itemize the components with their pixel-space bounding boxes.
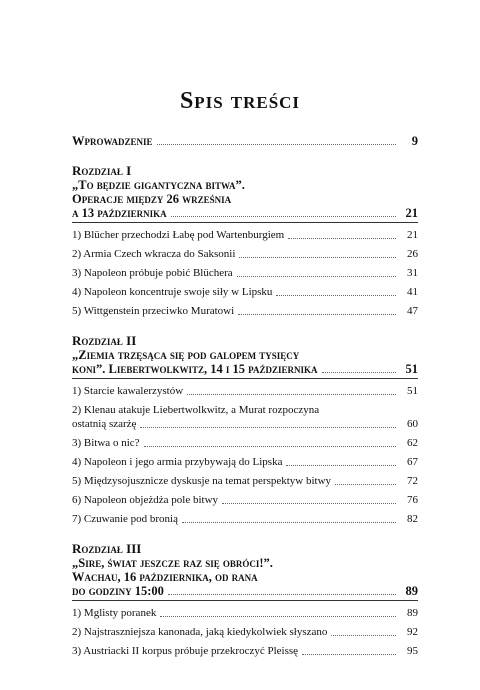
chapter-1 [72, 164, 418, 318]
page-number: 26 [407, 248, 418, 260]
dot-leader [187, 394, 396, 395]
toc-entry[interactable] [72, 285, 418, 299]
chapter-heading: Rozdział II [72, 333, 137, 348]
divider [72, 600, 418, 601]
page-number: 92 [407, 626, 418, 638]
chapter-title-entry[interactable] [72, 206, 418, 220]
dot-leader [286, 465, 396, 466]
chapter-heading: Rozdział III [72, 541, 142, 556]
toc-entry [72, 417, 418, 431]
page-title: Spis treści [179, 88, 301, 114]
toc-entry[interactable] [72, 436, 418, 450]
page-number: 9 [411, 134, 418, 148]
page-number: 76 [407, 494, 418, 506]
table-of-contents [72, 132, 418, 663]
dot-leader [157, 144, 396, 145]
entry-title: 3) Napoleon próbuje pobić Blüchera [72, 267, 233, 279]
toc-entry[interactable] [72, 493, 418, 507]
page-number: 41 [407, 286, 418, 298]
toc-entry-multiline[interactable] [72, 403, 418, 431]
entry-title: ostatnią szarżę [72, 418, 137, 430]
dot-leader [144, 446, 396, 447]
page-number: 21 [405, 206, 418, 220]
chapter-heading: Rozdział I [72, 163, 132, 178]
chapter-title-line: „Sire, świat jeszcze raz się obróci!”. [72, 556, 273, 570]
toc-entry[interactable] [72, 266, 418, 280]
entry-title: 2) Najstraszniejsza kanonada, jaką kiedykolwiek słyszano [72, 626, 328, 638]
entry-title: 3) Austriacki II korpus próbuje przekroczyć Pleissę [72, 645, 299, 657]
toc-entry[interactable] [72, 247, 418, 261]
entry-title: 5) Wittgenstein przeciwko Muratowi [72, 305, 235, 317]
dot-leader [140, 427, 396, 428]
dot-leader [237, 276, 396, 277]
page-number: 51 [405, 362, 418, 376]
page-number: 47 [407, 305, 418, 317]
toc-entry[interactable] [72, 455, 418, 469]
chapter-title-entry[interactable] [72, 362, 418, 376]
dot-leader [322, 372, 396, 373]
dot-leader [288, 238, 396, 239]
toc-entry[interactable] [72, 606, 418, 620]
page-number: 31 [407, 267, 418, 279]
dot-leader [238, 314, 396, 315]
page-number: 89 [405, 584, 418, 598]
entry-title: 5) Międzysojusznicze dyskusje na temat perspektyw bitwy [72, 475, 332, 487]
divider [72, 378, 418, 379]
dot-leader [171, 216, 396, 217]
toc-entry[interactable] [72, 512, 418, 526]
entry-title: 2) Armia Czech wkracza do Saksonii [72, 248, 236, 260]
toc-entry[interactable] [72, 228, 418, 242]
toc-entry-introduction[interactable] [72, 134, 418, 148]
chapter-title-line: a 13 października [72, 206, 167, 220]
page-number: 21 [407, 229, 418, 241]
entry-title: 1) Starcie kawalerzystów [72, 385, 184, 397]
dot-leader [276, 295, 396, 296]
page-number: 51 [407, 385, 418, 397]
chapter-title-line: do godziny 15:00 [72, 584, 164, 598]
entry-title: 6) Napoleon objeżdża pole bitwy [72, 494, 219, 506]
toc-entry[interactable] [72, 304, 418, 318]
dot-leader [335, 484, 396, 485]
dot-leader [302, 654, 396, 655]
toc-entry[interactable] [72, 644, 418, 658]
chapter-3 [72, 542, 418, 658]
page-number: 89 [407, 607, 418, 619]
page-number: 62 [407, 437, 418, 449]
dot-leader [182, 522, 396, 523]
page-number: 82 [407, 513, 418, 525]
entry-title-first-line: 2) Klenau atakuje Liebertwolkwitz, a Murat rozpoczyna [72, 404, 320, 416]
toc-entry[interactable] [72, 384, 418, 398]
chapter-2 [72, 334, 418, 526]
entry-title: 3) Bitwa o nic? [72, 437, 140, 449]
page-number: 67 [407, 456, 418, 468]
divider [72, 222, 418, 223]
dot-leader [222, 503, 396, 504]
section-list [72, 384, 418, 526]
chapter-title-line: Operacje między 26 września [72, 192, 232, 206]
page-number: 72 [407, 475, 418, 487]
section-list [72, 228, 418, 318]
entry-title: 1) Mglisty poranek [72, 607, 157, 619]
chapter-title-line: Wachau, 16 października, od rana [72, 570, 258, 584]
dot-leader [239, 257, 396, 258]
chapter-title-line: koni”. Liebertwolkwitz, 14 i 15 października [72, 362, 318, 376]
dot-leader [168, 594, 396, 595]
toc-entry[interactable] [72, 474, 418, 488]
entry-title: 4) Napoleon i jego armia przybywają do Lipska [72, 456, 283, 468]
entry-title: 1) Blücher przechodzi Łabę pod Wartenburgiem [72, 229, 285, 241]
chapter-title-line: „To będzie gigantyczna bitwa”. [72, 178, 245, 192]
entry-title: Wprowadzenie [72, 134, 153, 148]
chapter-title-line: „Ziemia trzęsąca się pod galopem tysięcy [72, 348, 300, 362]
dot-leader [331, 635, 396, 636]
chapter-title-entry[interactable] [72, 584, 418, 598]
entry-title: 4) Napoleon koncentruje swoje siły w Lipsku [72, 286, 273, 298]
page-number: 60 [407, 418, 418, 430]
page-number: 95 [407, 645, 418, 657]
section-list [72, 606, 418, 658]
dot-leader [160, 616, 396, 617]
toc-entry[interactable] [72, 625, 418, 639]
entry-title: 7) Czuwanie pod bronią [72, 513, 178, 525]
